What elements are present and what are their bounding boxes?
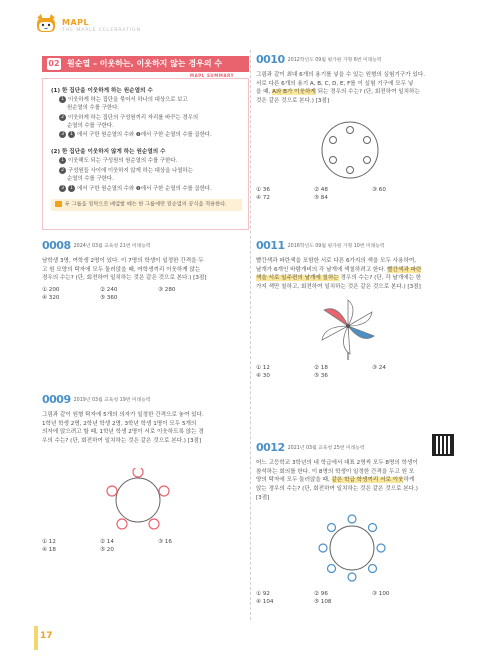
summary-sec1-title: (1) 한 집단을 이웃하게 하는 원순열의 수: [51, 88, 153, 94]
summary-sec2-title: (2) 한 집단을 이웃하지 않게 하는 원순열의 수: [51, 149, 166, 156]
problem-0010: 0010 $^{2012학년도 09월 평가원 가형 6번 미래능력}$ 그림과 같이 최대 6개의 용기를 넣을 수 있는 원형의 실험기구가 있다. 서로 다른 6개의 용기 A, B, C, D, E, F를 이 실험 기구에 모두 넣 을 때, A와 B가 이웃하게 되는 경우의 수는? (단, 회전하여 일치하는 것은 같은 것으로 본다.) [3점]: [256, 53, 426, 104]
problem-number: 0008: [42, 239, 71, 252]
problem-source: 2021년 03월 교육청 25번 미래능력: [287, 446, 365, 451]
summary-tag: MAPL SUMMARY: [190, 73, 235, 78]
logo-cat-icon: [34, 12, 58, 40]
answer-choices: ① 92 ② 96 ③ 100 ④ 104 ⑤ 108: [256, 591, 390, 606]
step-1-icon: 1: [59, 96, 66, 103]
problem-0012: 0012 $^{2021년 03월 교육청 25번 미래능력}$ 어느 고등학교 3학년의 네 학급에서 대표 2명씩 모두 8명의 학생이 참석하는 회의를 한다. 이 8명의 학생이 일정한 간격을 두고 원 모 양의 탁자에 모두 둘러앉을 때, 같은 학급 학생끼리 서로 이웃하게 앉는 경우의 수는? (단, 회전하여 일치하는 것은 같은 것으로 본다.) [3점]: [256, 441, 418, 501]
round-apparatus-6-slots-figure: [318, 118, 382, 182]
step-3-icon: 3: [59, 185, 66, 192]
step-1-ref-icon: 1: [68, 185, 75, 192]
step-3-icon: 3: [59, 131, 66, 138]
problem-0011: 0011 $^{2016학년도 09월 평가원 가형 10번 미래능력}$ 빨간색과 파란색을 포함한 서로 다른 6가지의 색을 모두 사용하여, 날개가 6개인 바람개비의 각 날개에 색칠하려고 한다. 빨간색과 파란 색을 서로 일주편의 날개에 칠하는 경우의 수는? (단, 각 날개에는 한 가지 색만 칠하고, 회전하여 일치하는 것은 같은 것으로 본다.) [3점]: [256, 239, 422, 290]
problem-number: 0012: [256, 441, 285, 454]
problem-source: 2016학년도 09월 평가원 가형 10번 미래능력: [287, 244, 385, 249]
tip-cat-icon: [55, 201, 62, 207]
summary-tip: 두 그룹을 원탁으로 배열할 때는 한 그룹에만 원순열의 공식을 적용한다.: [51, 199, 242, 211]
brand-subtitle: THE MAPLE CELEBRATION: [62, 28, 141, 33]
problem-number: 0009: [42, 393, 71, 406]
answer-choices: ① 12 ② 14 ③ 16 ④ 18 ⑤ 20: [42, 539, 172, 554]
problem-source: 2019년 03월 교육청 19번 미래능력: [73, 398, 151, 403]
problem-0009: 0009 $^{2019년 03월 교육청 19번 미래능력}$ 그림과 같이 원형 탁자에 5개의 의자가 일정한 간격으로 놓여 있다. 1학년 학생 2명, 2학년 학생 2명, 3학년 학생 1명이 모두 5개의 의자에 앉으려고 할 때, 1학년 학생 2명이 서로 이웃하도록 앉는 경 우의 수는? (단, 회전하여 일치하는 것은 같은 것으로 본다.) [3점]: [42, 393, 204, 444]
round-table-5-chairs-figure: [100, 468, 176, 532]
summary-title: 원순열 – 이웃하는, 이웃하지 않는 경우의 수: [67, 59, 223, 68]
summary-number: 02: [48, 59, 60, 68]
step-2-icon: 2: [59, 114, 66, 121]
summary-header: [42, 56, 249, 72]
answer-choices: ① 36 ② 48 ③ 60 ④ 72 ⑤ 84: [256, 187, 386, 202]
problem-source: 2024년 03월 교육청 21번 미래능력: [73, 244, 151, 249]
column-divider: [250, 50, 251, 620]
page-number-bar: [34, 626, 38, 650]
step-2-icon: 2: [59, 167, 66, 174]
problem-number: 0010: [256, 53, 285, 66]
problem-number: 0011: [256, 239, 285, 252]
pinwheel-figure: [310, 296, 386, 362]
step-1-ref-icon: 1: [68, 131, 75, 138]
answer-choices: ① 200 ② 240 ③ 280 ④ 320 ⑤ 360: [42, 286, 176, 302]
answer-choices: ① 12 ② 18 ③ 24 ④ 30 ⑤ 36: [256, 365, 386, 380]
step-1-icon: 1: [59, 157, 66, 164]
brand-name: MAPL: [62, 18, 90, 27]
problem-0008: 0008 $^{2024년 03월 교육청 21번 미래능력}$ 남학생 3명, 여학생 2명이 있다. 이 7명의 학생이 일정한 간격을 두 고 원 모양의 탁자에 모두 둘러앉을 때, 여학생끼리 이웃하게 앉는 경우의 수는? (단, 회전하여 일치하는 것은 같은 것으로 본다.) [3점] ① 200 ② 240 ③ 280 ④ 320 ⑤ 360: [42, 238, 249, 302]
page-number: 17: [40, 631, 53, 641]
summary-box: (1) 한 집단을 이웃하게 하는 원순열의 수 1 이웃하게 하는 집단을 묶어서 하나의 대상으로 보고 원순열의 수를 구한다. 2 이웃하게 하는 집단의 구성원끼리 자리를 바꾸는 경우의 순열의 수를 구한다. 3 1 에서 구한 원순열의 수와 ❷에서 구한 순열의 수를 곱한다. (2) 한 집단을 이웃하지 않게 하는 원순열의 수 1 이웃해도 되는 구성원의 원순열의 수를 구한다. 2 구성원들 사이에 이웃하지 않게 하는 대상을 나열하는 순열의 수를 구한다. 3 1 에서 구한 원순열의 수와 ❷에서 구한 순열의 수를 곱한다. 두 그룹을 원탁으로 배열할 때는 한 그룹에만 원순열의 공식을 적용한다.: [42, 78, 249, 230]
round-table-8-seats-figure: [318, 514, 386, 582]
problem-source: 2012학년도 09월 평가원 가형 6번 미래능력: [287, 58, 382, 63]
